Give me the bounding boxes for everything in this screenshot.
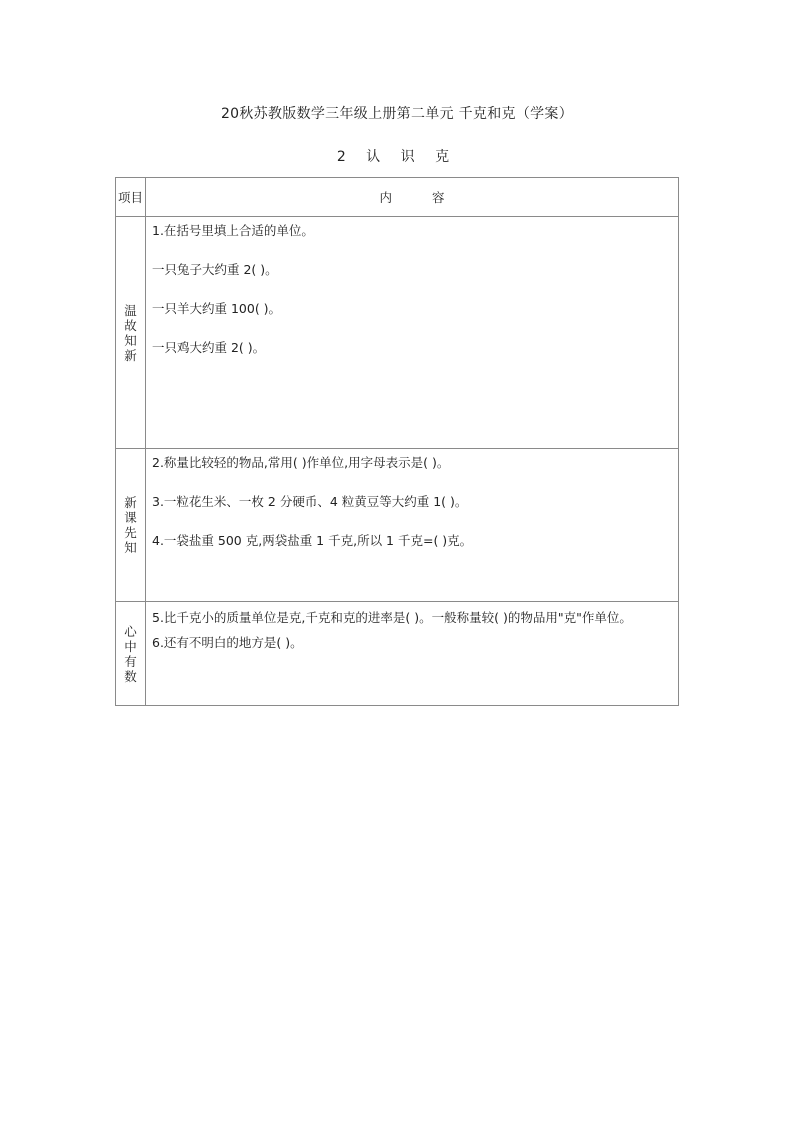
question-text: 2.称量比较轻的物品,常用( )作单位,用字母表示是( )。	[152, 455, 450, 470]
question-text: 一只羊大约重 100( )。	[152, 301, 282, 316]
question-text: 5.比千克小的质量单位是克,千克和克的进率是( )。一般称量较( )的物品用"克"作单位。	[152, 610, 632, 625]
header-project: 项目	[116, 178, 146, 217]
question-text: 一只兔子大约重 2( )。	[152, 262, 278, 277]
section-label-cell	[116, 602, 146, 706]
table-row	[116, 602, 679, 706]
table-row	[116, 449, 679, 602]
worksheet-table	[115, 177, 679, 706]
table-row	[116, 217, 679, 449]
section-label: 新课先知	[124, 495, 137, 555]
section-content	[146, 602, 679, 706]
section-label-cell	[116, 449, 146, 602]
section-label: 温故知新	[124, 302, 137, 363]
header-content: 内 容	[146, 178, 679, 217]
section-label-cell	[116, 217, 146, 449]
section-content	[146, 449, 679, 602]
section-label: 心中有数	[124, 623, 137, 684]
question-text: 3.一粒花生米、一枚 2 分硬币、4 粒黄豆等大约重 1( )。	[152, 494, 468, 509]
lesson-subtitle: 2 认 识 克	[336, 149, 458, 165]
question-text: 4.一袋盐重 500 克,两袋盐重 1 千克,所以 1 千克=( )克。	[152, 533, 473, 548]
question-text: 1.在括号里填上合适的单位。	[152, 223, 314, 238]
question-text: 一只鸡大约重 2( )。	[152, 340, 266, 355]
table-header-row	[116, 178, 679, 217]
section-content	[146, 217, 679, 449]
document-title: 20秋苏教版数学三年级上册第二单元 千克和克（学案）	[220, 106, 574, 122]
question-text: 6.还有不明白的地方是( )。	[152, 635, 303, 650]
